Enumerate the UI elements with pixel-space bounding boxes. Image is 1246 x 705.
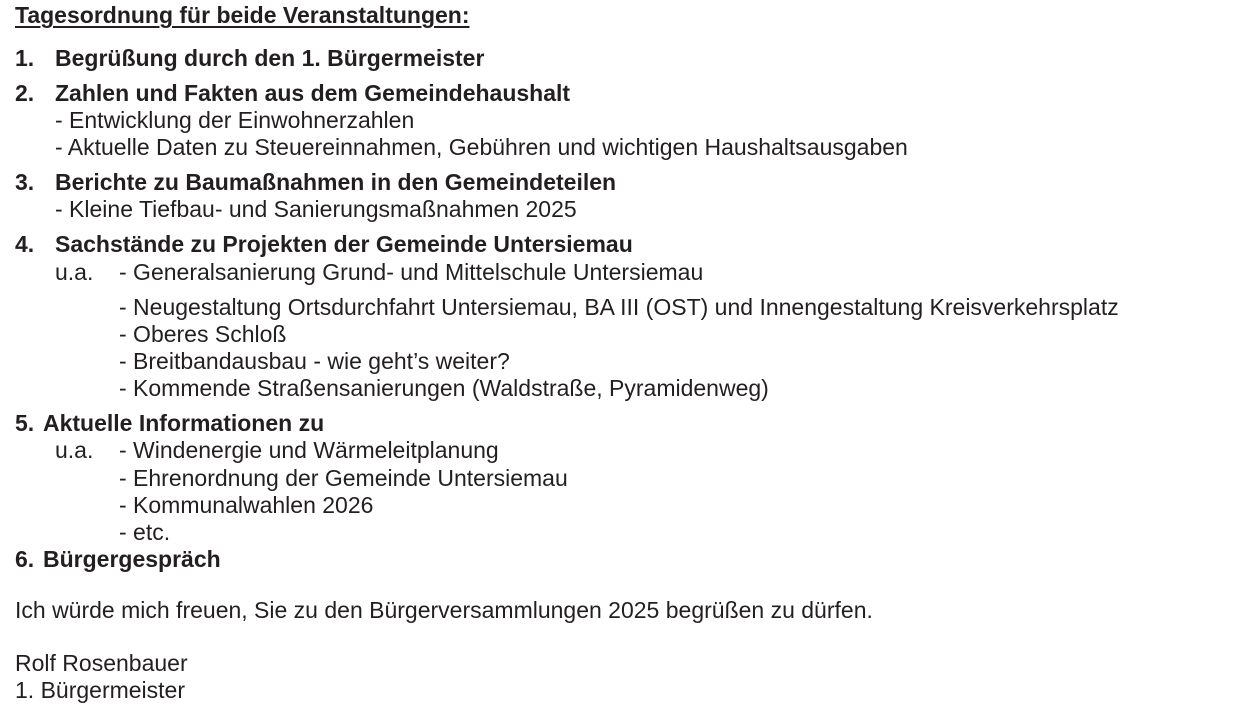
- item-5-prefix: u.a.: [55, 437, 94, 463]
- item-4-subitem: - Generalsanierung Grund- und Mittelschule Untersiemau: [119, 259, 704, 285]
- agenda-document: [15, 0, 1243, 705]
- signature-name: Rolf Rosenbauer: [15, 650, 188, 676]
- item-2-number: 2.: [15, 80, 35, 106]
- item-1-title: Begrüßung durch den 1. Bürgermeister: [55, 45, 485, 71]
- item-3-subitem: - Kleine Tiefbau- und Sanierungsmaßnahmen 2025: [55, 196, 577, 222]
- item-5-subitem: - Kommunalwahlen 2026: [119, 492, 374, 518]
- item-4-title: Sachstände zu Projekten der Gemeinde Untersiemau: [55, 231, 633, 257]
- item-2-title: Zahlen und Fakten aus dem Gemeindehaushalt: [55, 80, 571, 106]
- item-3-title: Berichte zu Baumaßnahmen in den Gemeindeteilen: [55, 169, 617, 195]
- item-5-number: 5.: [15, 410, 35, 436]
- signature-role: 1. Bürgermeister: [15, 677, 186, 703]
- item-4-number: 4.: [15, 231, 35, 257]
- item-4-subitem: - Kommende Straßensanierungen (Waldstraße, Pyramidenweg): [119, 375, 769, 401]
- item-5-subitem: - etc.: [119, 519, 171, 545]
- closing-sentence: Ich würde mich freuen, Sie zu den Bürgerversammlungen 2025 begrüßen zu dürfen.: [15, 597, 873, 623]
- item-1-number: 1.: [15, 45, 35, 71]
- item-5-subitem: - Windenergie und Wärmeleitplanung: [119, 437, 499, 463]
- item-6-number: 6.: [15, 546, 35, 572]
- item-4-subitem: - Oberes Schloß: [119, 321, 287, 347]
- item-4-subitem: - Breitbandausbau - wie geht’s weiter?: [119, 348, 510, 374]
- agenda-heading: Tagesordnung für beide Veranstaltungen:: [15, 2, 470, 28]
- item-2-subitem: - Entwicklung der Einwohnerzahlen: [55, 107, 415, 133]
- item-5-title: Aktuelle Informationen zu: [43, 410, 325, 436]
- item-4-subitem: - Neugestaltung Ortsdurchfahrt Untersiemau, BA III (OST) und Innengestaltung Kreisverkehrsplatz: [119, 294, 1119, 320]
- item-4-prefix: u.a.: [55, 259, 94, 285]
- item-3-number: 3.: [15, 169, 35, 195]
- item-2-subitem: - Aktuelle Daten zu Steuereinnahmen, Gebühren und wichtigen Haushaltsausgaben: [55, 134, 908, 160]
- item-6-title: Bürgergespräch: [43, 546, 221, 572]
- item-5-subitem: - Ehrenordnung der Gemeinde Untersiemau: [119, 465, 568, 491]
